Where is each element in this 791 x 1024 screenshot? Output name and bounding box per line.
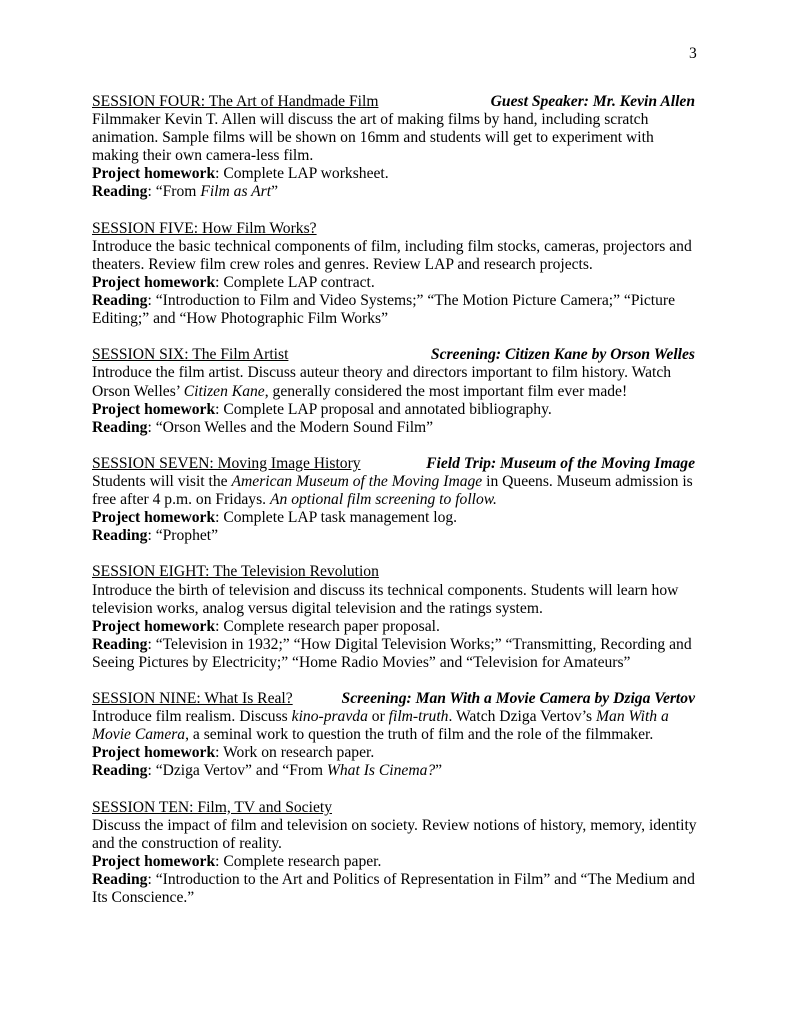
reading-line-continued: Its Conscience.” — [92, 889, 195, 907]
session-description-line: television works, analog versus digital television and the ratings system. — [92, 599, 543, 617]
project-homework-label: Project homework — [92, 165, 216, 183]
project-homework-text: : Complete research paper. — [215, 852, 382, 870]
session-block — [92, 690, 698, 780]
reading-label: Reading — [92, 871, 148, 889]
session-header — [92, 690, 698, 708]
reading-line: Reading: “Introduction to Film and Video Systems;” “The Motion Picture Camera;” “Picture — [92, 292, 676, 310]
session-description-line: free after 4 p.m. on Fridays. An optional film screening to follow. — [92, 491, 497, 509]
session-description-line: and the construction of reality. — [92, 834, 282, 852]
italic-title: film-truth — [388, 708, 449, 726]
reading-line-continued: Seeing Pictures by Electricity;” “Home Radio Movies” and “Television for Amateurs” — [92, 653, 631, 671]
session-title: SESSION EIGHT: The Television Revolution — [92, 563, 379, 581]
italic-title: Movie Camera — [92, 726, 186, 744]
project-homework — [92, 618, 698, 636]
project-homework — [92, 165, 698, 183]
session-description-line: Introduce the basic technical components of film, including film stocks, cameras, projectors and — [92, 237, 692, 255]
session-description-line: Movie Camera, a seminal work to question the truth of film and the role of the filmmaker. — [92, 726, 654, 744]
reading-line: Reading: “Television in 1932;” “How Digital Television Works;” “Transmitting, Recording and — [92, 635, 692, 653]
session-header — [92, 799, 698, 817]
project-homework-text: : Complete LAP task management log. — [215, 509, 458, 527]
session-title: SESSION FIVE: How Film Works? — [92, 219, 317, 237]
session-description-line: making their own camera-less film. — [92, 147, 314, 165]
session-block — [92, 455, 698, 545]
project-homework — [92, 744, 698, 762]
session-description-line: Discuss the impact of film and television on society. Review notions of history, memory, identity — [92, 816, 697, 834]
session-block — [92, 346, 698, 436]
reading-line: Reading: “From Film as Art” — [92, 183, 278, 201]
reading-label: Reading — [92, 292, 148, 310]
project-homework-text: : Complete LAP worksheet. — [215, 165, 389, 183]
project-homework — [92, 509, 698, 527]
session-description-line: animation. Sample films will be shown on 16mm and students will get to experiment with — [92, 129, 654, 147]
italic-title: An optional film screening to follow. — [269, 491, 497, 509]
project-homework-label: Project homework — [92, 617, 216, 635]
session-header — [92, 346, 698, 364]
session-block — [92, 220, 698, 329]
session-block — [92, 93, 698, 202]
italic-title: What Is Cinema? — [326, 762, 436, 780]
project-homework-text: : Complete research paper proposal. — [215, 617, 440, 635]
session-description-line: theaters. Review film crew roles and genres. Review LAP and research projects. — [92, 255, 593, 273]
session-header — [92, 93, 698, 111]
session-list — [92, 93, 698, 925]
project-homework-text: : Complete LAP proposal and annotated bibliography. — [215, 400, 552, 418]
project-homework-label: Project homework — [92, 852, 216, 870]
reading-label: Reading — [92, 762, 148, 780]
reading-label: Reading — [92, 527, 148, 545]
italic-title: Citizen Kane — [183, 382, 265, 400]
session-event: Screening: Man With a Movie Camera by Dziga Vertov — [341, 690, 695, 708]
reading-line: Reading: “Prophet” — [92, 527, 219, 545]
reading-line: Reading: “Orson Welles and the Modern Sound Film” — [92, 418, 434, 436]
session-description-line: Introduce the film artist. Discuss auteur theory and directors important to film history. Watch — [92, 364, 672, 382]
italic-title: American Museum of the Moving Image — [231, 472, 483, 490]
reading-label: Reading — [92, 635, 148, 653]
session-description-line: Introduce film realism. Discuss kino-pravda or film-truth. Watch Dziga Vertov’s Man With a — [92, 708, 669, 726]
session-description-line: Introduce the birth of television and discuss its technical components. Students will learn how — [92, 581, 679, 599]
reading-line: Reading: “Introduction to the Art and Politics of Representation in Film” and “The Medium and — [92, 871, 695, 889]
project-homework — [92, 274, 698, 292]
project-homework-text: : Complete LAP contract. — [215, 273, 375, 291]
session-event: Field Trip: Museum of the Moving Image — [426, 454, 695, 472]
reading-line-continued: Editing;” and “How Photographic Film Works” — [92, 310, 388, 328]
project-homework-label: Project homework — [92, 744, 216, 762]
session-description-line: Filmmaker Kevin T. Allen will discuss the art of making films by hand, including scratch — [92, 111, 649, 129]
session-description-line: Orson Welles’ Citizen Kane, generally considered the most important film ever made! — [92, 382, 628, 400]
italic-title: Man With a — [596, 708, 669, 726]
session-description-line: Students will visit the American Museum of the Moving Image in Queens. Museum admission is — [92, 472, 693, 490]
session-title: SESSION TEN: Film, TV and Society — [92, 798, 332, 816]
project-homework — [92, 853, 698, 871]
project-homework-label: Project homework — [92, 273, 216, 291]
project-homework-text: : Work on research paper. — [215, 744, 375, 762]
session-event: Screening: Citizen Kane by Orson Welles — [430, 346, 695, 364]
session-title: SESSION SEVEN: Moving Image History — [92, 454, 361, 472]
session-block — [92, 563, 698, 672]
session-header — [92, 455, 698, 473]
session-block — [92, 799, 698, 908]
project-homework-label: Project homework — [92, 509, 216, 527]
session-title: SESSION FOUR: The Art of Handmade Film — [92, 93, 379, 110]
reading-line: Reading: “Dziga Vertov” and “From What Is Cinema?” — [92, 762, 443, 780]
session-title: SESSION NINE: What Is Real? — [92, 690, 293, 708]
session-header — [92, 220, 698, 238]
project-homework-label: Project homework — [92, 400, 216, 418]
session-title: SESSION SIX: The Film Artist — [92, 346, 289, 364]
reading-label: Reading — [92, 418, 148, 436]
italic-title: Film as Art — [200, 183, 272, 201]
project-homework — [92, 401, 698, 419]
reading-label: Reading — [92, 183, 148, 201]
page-number: 3 — [689, 45, 697, 62]
italic-title: kino-pravda — [291, 708, 368, 726]
session-event: Guest Speaker: Mr. Kevin Allen — [490, 93, 695, 110]
session-header — [92, 563, 698, 581]
